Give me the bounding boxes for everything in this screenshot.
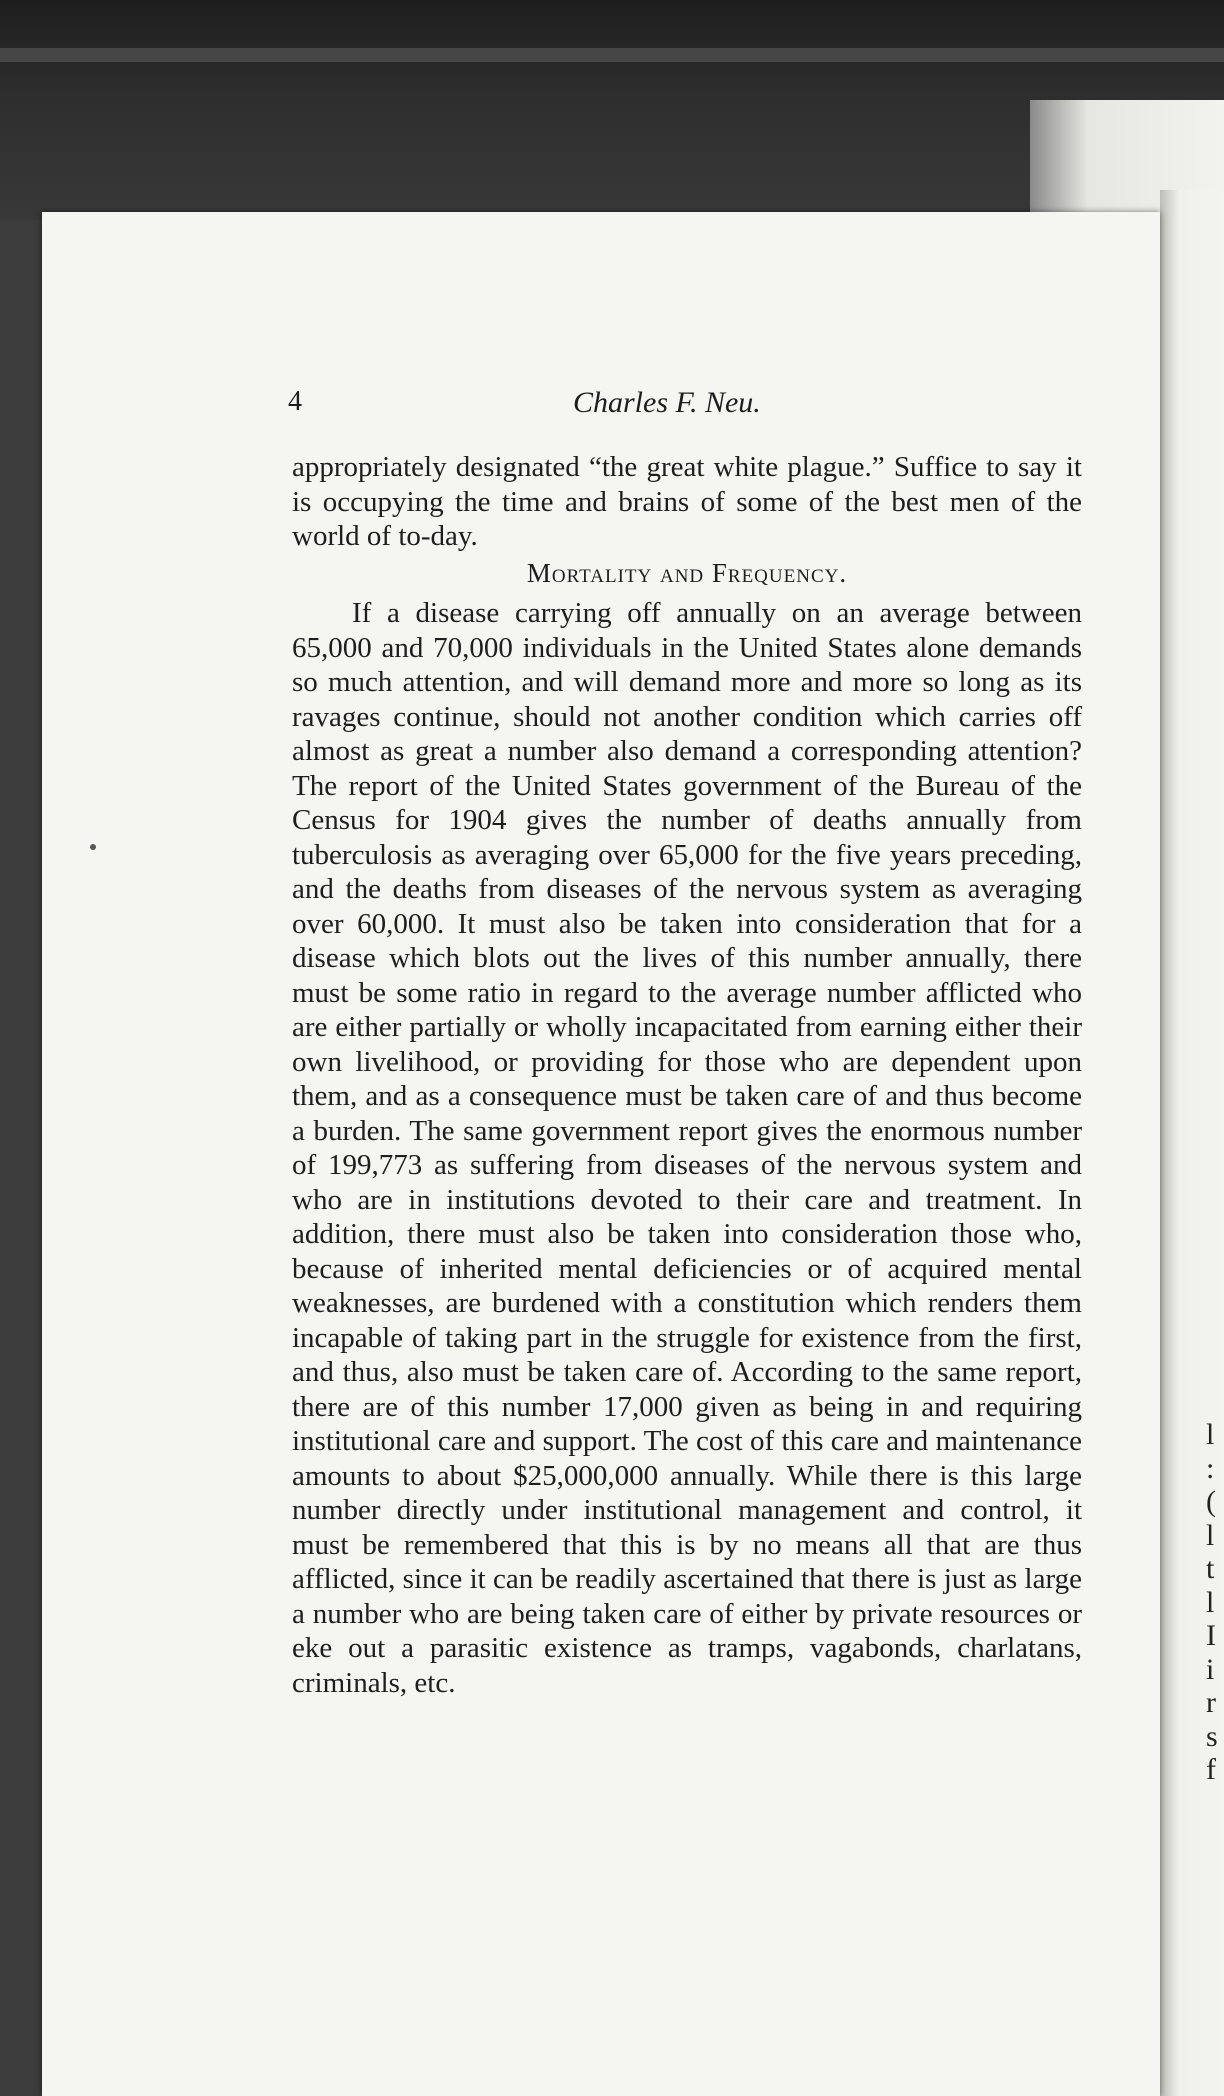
adjacent-page-edge [1160, 190, 1224, 2096]
paragraph: If a disease carrying off annually on an average between 65,000 and 70,000 individuals in the United States alone demands so much attention, and will demand more and more so long as its ravages continue, should not another condition which carries off almost as great a number also demand a corresponding attention? The report of the United States government of the Bureau of the Census for 1904 gives the number of deaths annually from tuberculosis as averaging over 65,000 for the five years preceding, and the deaths from diseases of the nervous system as averaging over 60,000. It must also be taken into consideration that for a disease which blots out the lives of this number annually, there must be some ratio in regard to the average number afflicted who are either partially or wholly incapacitated from earning either their own livelihood, or providing for those who are dependent upon them, and as a consequence must be taken care of and thus become a burden. The same government report gives the enormous number of 199,773 as suffering from diseases of the nervous system and who are in institutions devoted to their care and treatment. In addition, there must also be taken into consideration those who, because of inherited mental deficiencies or of acquired mental weaknesses, are burdened with a constitution which renders them incapable of taking part in the struggle for existence from the first, and thus, also must be taken care of. According to the same report, there are of this number 17,000 given as being in and requiring institutional care and support. The cost of this care and maintenance amounts to about $25,000,000 annually. While there is this large number directly under institutional management and control, it must be remembered that this is by no means all that are thus afflicted, since it can be readily ascertained that there is just as large a number who are being taken care of either by private resources or eke out a parasitic existence as tramps, vagabonds, charlatans, criminals, etc. [292, 597, 1082, 1699]
adjacent-page-text-fragments: l : ( l t l I i r s f [1206, 1418, 1218, 1786]
paragraph: appropriately designated “the great white plague.” Suffice to say it is occupying the time and brains of some of the best men of the world of to-day. [292, 451, 1082, 552]
page-header [288, 386, 1088, 426]
book-edge-line [0, 48, 1224, 62]
page-body [292, 450, 1082, 1700]
page-number: 4 [288, 386, 302, 417]
paper-speck [90, 844, 96, 850]
section-heading: Mortality and Frequency. [526, 557, 848, 588]
running-head: Charles F. Neu. [573, 386, 761, 419]
